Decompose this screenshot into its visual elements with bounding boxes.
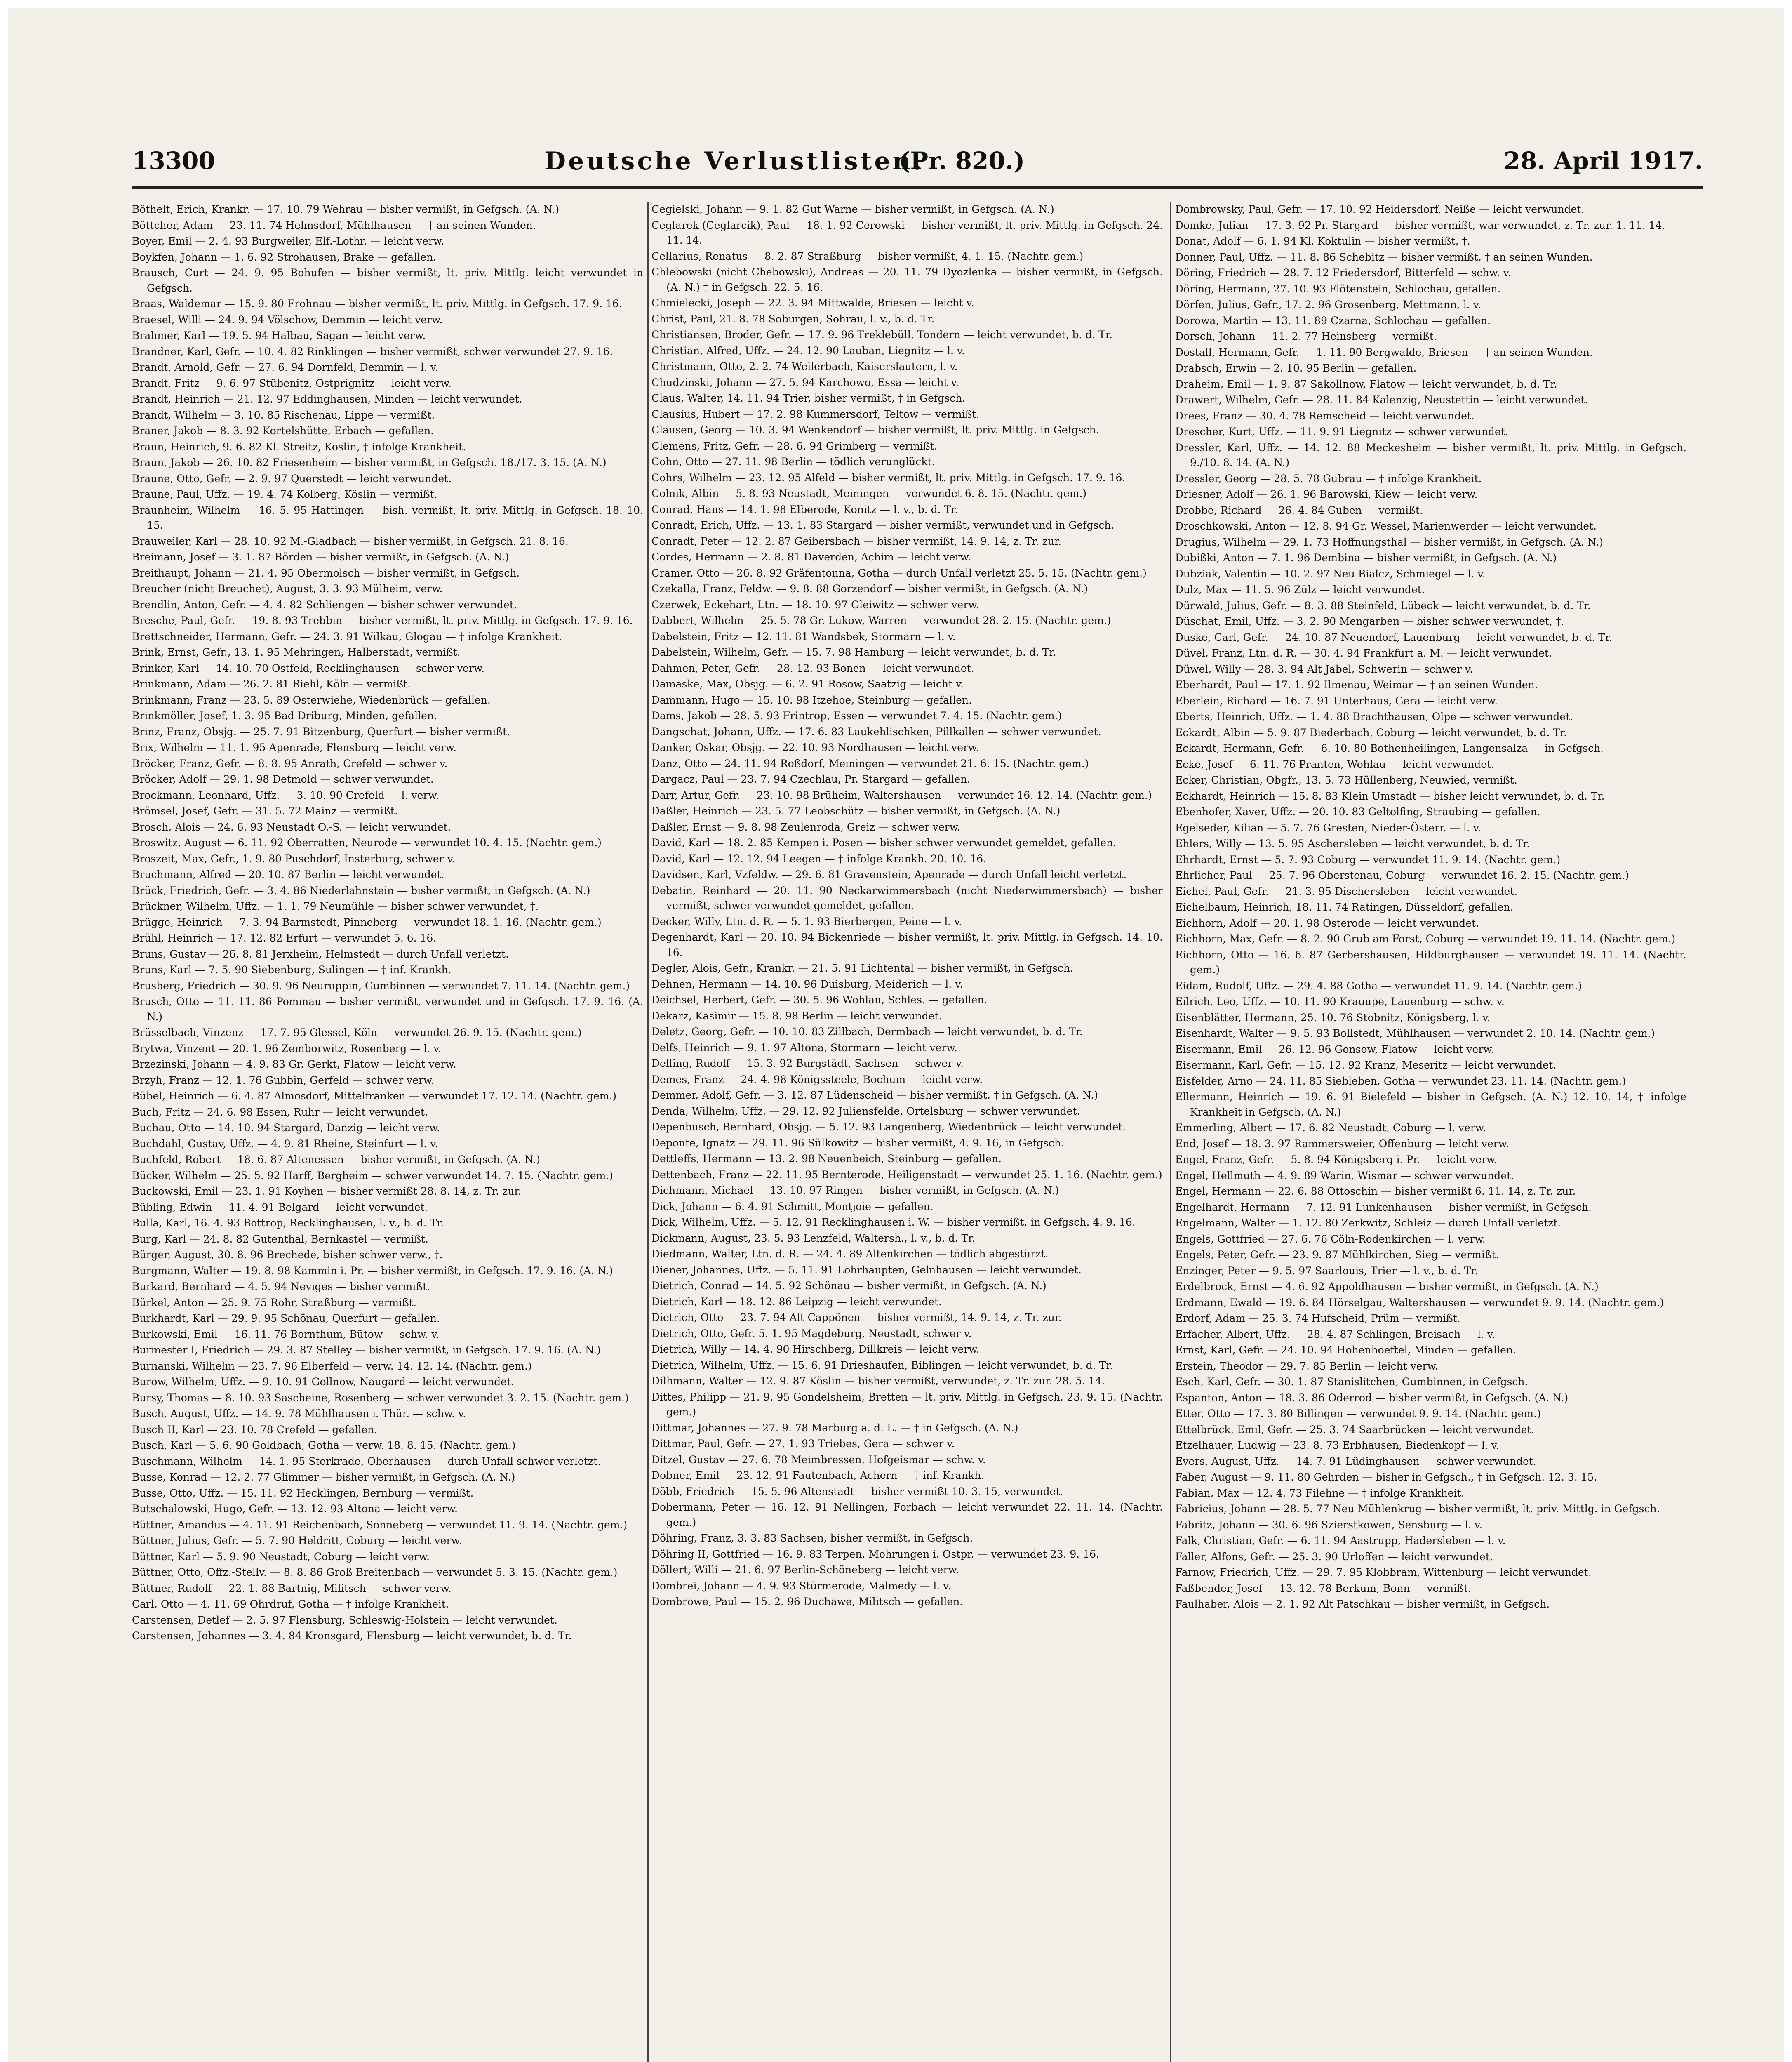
casualty-entry: Degenhardt, Karl — 20. 10. 94 Bickenriede — bisher vermißt, lt. priv. Mittlg. in Gefgsch. 14. 10. 16. — [651, 931, 1163, 958]
casualty-entry: Deponte, Ignatz — 29. 11. 96 Sülkowitz — bisher vermißt, 4. 9. 16, in Gefgsch. — [651, 1137, 1064, 1149]
casualty-entry: Decker, Willy, Ltn. d. R. — 5. 1. 93 Bierbergen, Peine — l. v. — [651, 915, 962, 927]
casualty-entry: Cohrs, Wilhelm — 23. 12. 95 Alfeld — bisher vermißt, lt. priv. Mittlg. in Gefgsch. 17. 9. 16. — [651, 471, 1126, 484]
column-3 — [1175, 202, 1686, 2062]
column-2 — [651, 202, 1163, 2062]
casualty-entry: Buch, Fritz — 24. 6. 98 Essen, Ruhr — leicht verwundet. — [132, 1106, 428, 1118]
casualty-entry: Espanton, Anton — 18. 3. 86 Oderrod — bisher vermißt, in Gefgsch. (A. N.) — [1175, 1391, 1569, 1404]
casualty-entry: Dürwald, Julius, Gefr. — 8. 3. 88 Steinfeld, Lübeck — leicht verwundet, b. d. Tr. — [1175, 599, 1591, 612]
casualty-entry: Döring, Hermann, 27. 10. 93 Flötenstein, Schlochau, gefallen. — [1175, 282, 1501, 295]
casualty-entry: Ceglarek (Ceglarcik), Paul — 18. 1. 92 Cerowski — bisher vermißt, lt. priv. Mittlg. in Gefgsch. 24. 11. 14. — [651, 219, 1163, 246]
casualty-entry: Brandt, Fritz — 9. 6. 97 Stübenitz, Ostprignitz — leicht verw. — [132, 377, 452, 389]
casualty-entry: Brüsselbach, Vinzenz — 17. 7. 95 Glessel, Köln — verwundet 26. 9. 15. (Nachtr. gem.) — [132, 1026, 582, 1038]
casualty-entry: End, Josef — 18. 3. 97 Rammersweier, Offenburg — leicht verw. — [1175, 1137, 1509, 1150]
casualty-entry: Döhring II, Gottfried — 16. 9. 83 Terpen, Mohrungen i. Ostpr. — verwundet 23. 9. 16. — [651, 1548, 1099, 1560]
casualty-entry: Carstensen, Johannes — 3. 4. 84 Kronsgard, Flensburg — leicht verwundet, b. d. Tr. — [132, 1630, 572, 1642]
casualty-entry: David, Karl — 12. 12. 94 Leegen — † infolge Krankh. 20. 10. 16. — [651, 852, 987, 865]
casualty-entry: Brinkmöller, Josef, 1. 3. 95 Bad Driburg, Minden, gefallen. — [132, 710, 437, 722]
casualty-entry: Driesner, Adolf — 26. 1. 96 Barowski, Kiew — leicht verw. — [1175, 488, 1478, 500]
casualty-entry: Busch, Karl — 5. 6. 90 Goldbach, Gotha — verw. 18. 8. 15. (Nachtr. gem.) — [132, 1439, 516, 1451]
casualty-entry: Ditzel, Gustav — 27. 6. 78 Meimbressen, Hofgeismar — schw. v. — [651, 1453, 986, 1466]
casualty-entry: Bübling, Edwin — 11. 4. 91 Belgard — leicht verwundet. — [132, 1201, 428, 1213]
casualty-entry: Boykfen, Johann — 1. 6. 92 Strohausen, Brake — gefallen. — [132, 251, 437, 263]
casualty-entry: Dettenbach, Franz — 22. 11. 95 Bernterode, Heiligenstadt — verwundet 25. 1. 16. (Nachtr. gem.) — [651, 1168, 1162, 1181]
casualty-entry: Dittes, Philipp — 21. 9. 95 Gondelsheim, Bretten — lt. priv. Mittlg. in Gefgsch. 23. 9. 15. (Nachtr. gem.) — [651, 1391, 1163, 1418]
casualty-entry: Clemens, Fritz, Gefr. — 28. 6. 94 Grimberg — vermißt. — [651, 440, 938, 452]
casualty-entry: Erdmann, Ewald — 19. 6. 84 Hörselgau, Waltershausen — verwundet 9. 9. 14. (Nachtr. gem.) — [1175, 1296, 1664, 1309]
casualty-entry: Deichsel, Herbert, Gefr. — 30. 5. 96 Wohlau, Schles. — gefallen. — [651, 994, 988, 1006]
casualty-entry: Carl, Otto — 4. 11. 69 Ohrdruf, Gotha — † infolge Krankheit. — [132, 1598, 449, 1610]
casualty-entry: Dressler, Georg — 28. 5. 78 Gubrau — † infolge Krankheit. — [1175, 472, 1482, 485]
casualty-entry: Ehrhardt, Ernst — 5. 7. 93 Coburg — verwundet 11. 9. 14. (Nachtr. gem.) — [1175, 853, 1561, 866]
casualty-entry: Ellermann, Heinrich — 19. 6. 91 Bielefeld — bisher in Gefgsch. (A. N.) 12. 10. 14, † infolge Krankheit in Gefgsch. (A. N.) — [1175, 1091, 1686, 1118]
casualty-entry: Brusberg, Friedrich — 30. 9. 96 Neuruppin, Gumbinnen — verwundet 7. 11. 14. (Nachtr. gem.) — [132, 979, 630, 992]
casualty-entry: Döllert, Willi — 21. 6. 97 Berlin-Schöneberg — leicht verw. — [651, 1564, 959, 1576]
newspaper-page — [8, 8, 1784, 2062]
casualty-entry: Dombrei, Johann — 4. 9. 93 Stürmerode, Malmedy — l. v. — [651, 1579, 951, 1592]
casualty-entry: Bürkel, Anton — 25. 9. 75 Rohr, Straßburg — vermißt. — [132, 1296, 416, 1309]
casualty-entry: Domke, Julian — 17. 3. 92 Pr. Stargard — bisher vermißt, war verwundet, z. Tr. zur. 1. 11. 14. — [1175, 219, 1665, 231]
casualty-entry: Conradt, Erich, Uffz. — 13. 1. 83 Stargard — bisher vermißt, verwundet und in Gefgsch. — [651, 519, 1115, 531]
casualty-entry: Burow, Wilhelm, Uffz. — 9. 10. 91 Gollnow, Naugard — leicht verwundet. — [132, 1376, 514, 1388]
casualty-entry: Dehnen, Hermann — 14. 10. 96 Duisburg, Meiderich — l. v. — [651, 978, 963, 990]
casualty-entry: Dittmar, Johannes — 27. 9. 78 Marburg a. d. L. — † in Gefgsch. (A. N.) — [651, 1422, 1018, 1434]
column-divider — [1170, 202, 1171, 2062]
casualty-entry: Brinz, Franz, Obsjg. — 25. 7. 91 Bitzenburg, Querfurt — bisher vermißt. — [132, 725, 510, 738]
casualty-entry: Engels, Peter, Gefr. — 23. 9. 87 Mühlkirchen, Sieg — vermißt. — [1175, 1249, 1499, 1261]
casualty-entry: Dettleffs, Hermann — 13. 2. 98 Neuenbeich, Steinburg — gefallen. — [651, 1153, 1002, 1165]
casualty-entry: Brinkmann, Franz — 23. 5. 89 Osterwiehe, Wiedenbrück — gefallen. — [132, 694, 491, 706]
casualty-entry: Bursy, Thomas — 8. 10. 93 Sascheine, Rosenberg — schwer verwundet 3. 2. 15. (Nachtr. gem.) — [132, 1391, 629, 1404]
casualty-entry: Dostall, Hermann, Gefr. — 1. 11. 90 Bergwalde, Briesen — † an seinen Wunden. — [1175, 346, 1593, 358]
casualty-entry: Debatin, Reinhard — 20. 11. 90 Neckarwimmersbach (nicht Niederwimmersbach) — bisher vermißt, schwer verwundet gemeldet, gefallen. — [651, 884, 1163, 911]
casualty-entry: Conradt, Peter — 12. 2. 87 Geibersbach — bisher vermißt, 14. 9. 14, z. Tr. zur. — [651, 535, 1062, 547]
casualty-entry: Eisfelder, Arno — 24. 11. 85 Siebleben, Gotha — verwundet 23. 11. 14. (Nachtr. gem.) — [1175, 1075, 1626, 1087]
casualty-entry: Burmester I, Friedrich — 29. 3. 87 Stelley — bisher vermißt, in Gefgsch. 17. 9. 16. (A. N.) — [132, 1344, 601, 1356]
casualty-entry: David, Karl — 18. 2. 85 Kempen i. Posen — bisher schwer verwundet gemeldet, gefallen. — [651, 837, 1117, 849]
casualty-entry: Clausius, Hubert — 17. 2. 98 Kummersdorf, Teltow — vermißt. — [651, 408, 980, 420]
casualty-entry: Buchau, Otto — 14. 10. 94 Stargard, Danzig — leicht verw. — [132, 1122, 440, 1134]
casualty-entry: Donat, Adolf — 6. 1. 94 Kl. Koktulin — bisher vermißt, †. — [1175, 235, 1470, 247]
casualty-entry: Dargacz, Paul — 23. 7. 94 Czechlau, Pr. Stargard — gefallen. — [651, 773, 971, 785]
casualty-entry: Darr, Artur, Gefr. — 23. 10. 98 Brüheim, Waltershausen — verwundet 16. 12. 14. (Nachtr. gem.) — [651, 789, 1152, 801]
page-header — [132, 147, 1703, 180]
casualty-entry: Christmann, Otto, 2. 2. 74 Weilerbach, Kaiserslautern, l. v. — [651, 360, 958, 372]
casualty-entry: Diener, Johannes, Uffz. — 5. 11. 91 Lohrhaupten, Gelnhausen — leicht verwundet. — [651, 1264, 1082, 1276]
casualty-entry: Büttner, Amandus — 4. 11. 91 Reichenbach, Sonneberg — verwundet 11. 9. 14. (Nachtr. gem.) — [132, 1518, 628, 1531]
casualty-entry: Eckardt, Albin — 5. 9. 87 Biederbach, Coburg — leicht verwundet, b. d. Tr. — [1175, 726, 1567, 739]
casualty-entry: Döhring, Franz, 3. 3. 83 Sachsen, bisher vermißt, in Gefgsch. — [651, 1532, 973, 1544]
casualty-entry: Ettelbrück, Emil, Gefr. — 25. 3. 74 Saarbrücken — leicht verwundet. — [1175, 1423, 1535, 1436]
casualty-entry: Cramer, Otto — 26. 8. 92 Gräfentonna, Gotha — durch Unfall verletzt 25. 5. 15. (Nachtr. gem.) — [651, 567, 1147, 579]
casualty-entry: Degler, Alois, Gefr., Krankr. — 21. 5. 91 Lichtental — bisher vermißt, in Gefgsch. — [651, 962, 1073, 974]
casualty-entry: Draheim, Emil — 1. 9. 87 Sakollnow, Flatow — leicht verwundet, b. d. Tr. — [1175, 378, 1557, 390]
casualty-entry: Ecker, Christian, Obgfr., 13. 5. 73 Hüllenberg, Neuwied, vermißt. — [1175, 774, 1517, 786]
casualty-entry: Bruns, Karl — 7. 5. 90 Siebenburg, Sulingen — † inf. Krankh. — [132, 964, 452, 976]
casualty-entry: Dammann, Hugo — 15. 10. 98 Itzehoe, Steinburg — gefallen. — [651, 694, 972, 706]
casualty-entry: Brzezinski, Johann — 4. 9. 83 Gr. Gerkt, Flatow — leicht verw. — [132, 1058, 456, 1070]
casualty-entry: Dekarz, Kasimir — 15. 8. 98 Berlin — leicht verwundet. — [651, 1010, 942, 1022]
casualty-entry: Bürger, August, 30. 8. 96 Brechede, bisher schwer verw., †. — [132, 1249, 443, 1261]
casualty-entry: Diedmann, Walter, Ltn. d. R. — 24. 4. 89 Altenkirchen — tödlich abgestürzt. — [651, 1248, 1049, 1260]
casualty-entry: Brömsel, Josef, Gefr. — 31. 5. 72 Mainz — vermißt. — [132, 805, 398, 817]
casualty-entry: Daßler, Heinrich — 23. 5. 77 Leobschütz — bisher vermißt, in Gefgsch. (A. N.) — [651, 805, 1061, 817]
casualty-entry: Ecke, Josef — 6. 11. 76 Pranten, Wohlau — leicht verwundet. — [1175, 758, 1494, 770]
issue-number: (Pr. 820.) — [899, 147, 1025, 175]
casualty-entry: Dick, Wilhelm, Uffz. — 5. 12. 91 Recklinghausen i. W. — bisher vermißt, in Gefgsch. 4. 9. 16. — [651, 1216, 1136, 1228]
casualty-entry: Faßbender, Josef — 13. 12. 78 Berkum, Bonn — vermißt. — [1175, 1582, 1471, 1594]
casualty-entry: Etzelhauer, Ludwig — 23. 8. 73 Erbhausen, Biedenkopf — l. v. — [1175, 1439, 1499, 1451]
casualty-entry: Drugius, Wilhelm — 29. 1. 73 Hoffnungsthal — bisher vermißt, in Gefgsch. (A. N.) — [1175, 536, 1604, 548]
casualty-entry: Dick, Johann — 6. 4. 91 Schmitt, Montjoie — gefallen. — [651, 1200, 934, 1212]
casualty-entry: Drobbe, Richard — 26. 4. 84 Guben — vermißt. — [1175, 504, 1423, 516]
casualty-entry: Drawert, Wilhelm, Gefr. — 28. 11. 84 Kalenzig, Neustettin — leicht verwundet. — [1175, 394, 1588, 406]
casualty-entry: Christian, Alfred, Uffz. — 24. 12. 90 Lauban, Liegnitz — l. v. — [651, 344, 965, 357]
casualty-entry: Dulz, Max — 11. 5. 96 Zülz — leicht verwundet. — [1175, 584, 1425, 596]
casualty-entry: Dangschat, Johann, Uffz. — 17. 6. 83 Laukehlischken, Pillkallen — schwer verwundet. — [651, 725, 1101, 738]
casualty-entry: Dickmann, August, 23. 5. 93 Lenzfeld, Waltersh., l. v., b. d. Tr. — [651, 1232, 976, 1244]
casualty-entry: Eichhorn, Adolf — 20. 1. 98 Osterode — leicht verwundet. — [1175, 917, 1479, 929]
casualty-entry: Christ, Paul, 21. 8. 78 Soburgen, Sohrau, l. v., b. d. Tr. — [651, 313, 935, 325]
issue-date: 28. April 1917. — [1503, 147, 1703, 175]
casualty-entry: Danker, Oskar, Obsjg. — 22. 10. 93 Nordhausen — leicht verw. — [651, 741, 979, 753]
casualty-entry: Burkard, Bernhard — 4. 5. 94 Neviges — bisher vermißt. — [132, 1281, 430, 1292]
casualty-entry: Eidam, Rudolf, Uffz. — 29. 4. 88 Gotha — verwundet 11. 9. 14. (Nachtr. gem.) — [1175, 979, 1582, 992]
casualty-entry: Christiansen, Broder, Gefr. — 17. 9. 96 Treklebüll, Tondern — leicht verwundet, b. d. Tr. — [651, 329, 1112, 341]
casualty-entry: Braun, Jakob — 26. 10. 82 Friesenheim — bisher vermißt, in Gefgsch. 18./17. 3. 15. (A. N.) — [132, 457, 607, 468]
casualty-entry: Dorsch, Johann — 11. 2. 77 Heinsberg — vermißt. — [1175, 330, 1437, 342]
casualty-entry: Dabelstein, Wilhelm, Gefr. — 15. 7. 98 Hamburg — leicht verwundet, b. d. Tr. — [651, 646, 1056, 658]
casualty-entry: Dombrowe, Paul — 15. 2. 96 Duchawe, Militsch — gefallen. — [651, 1596, 963, 1608]
casualty-entry: Bücker, Wilhelm — 25. 5. 92 Harff, Bergheim — schwer verwundet 14. 7. 15. (Nachtr. gem.) — [132, 1169, 614, 1182]
casualty-entry: Faulhaber, Alois — 2. 1. 92 Alt Patschkau — bisher vermißt, in Gefgsch. — [1175, 1598, 1550, 1610]
casualty-entry: Dorowa, Martin — 13. 11. 89 Czarna, Schlochau — gefallen. — [1175, 314, 1491, 327]
casualty-entry: Busch, August, Uffz. — 14. 9. 78 Mühlhausen i. Thür. — schw. v. — [132, 1408, 466, 1419]
casualty-entry: Düvel, Franz, Ltn. d. R. — 30. 4. 94 Frankfurt a. M. — leicht verwundet. — [1175, 647, 1552, 659]
casualty-entry: Dittmar, Paul, Gefr. — 27. 1. 93 Triebes, Gera — schwer v. — [651, 1438, 955, 1450]
casualty-entry: Bruchmann, Alfred — 20. 10. 87 Berlin — leicht verwundet. — [132, 869, 444, 880]
casualty-entry: Donner, Paul, Uffz. — 11. 8. 86 Schebitz — bisher vermißt, † an seinen Wunden. — [1175, 251, 1593, 263]
casualty-entry: Drabsch, Erwin — 2. 10. 95 Berlin — gefallen. — [1175, 362, 1417, 374]
casualty-entry: Brandt, Heinrich — 21. 12. 97 Eddinghausen, Minden — leicht verwundet. — [132, 393, 522, 405]
casualty-entry: Brück, Friedrich, Gefr. — 3. 4. 86 Niederlahnstein — bisher vermißt, in Gefgsch. (A. N.) — [132, 884, 590, 897]
casualty-entry: Brandner, Karl, Gefr. — 10. 4. 82 Rinklingen — bisher vermißt, schwer verwundet 27. 9. 16. — [132, 345, 613, 358]
casualty-entry: Duske, Carl, Gefr. — 24. 10. 87 Neuendorf, Lauenburg — leicht verwundet, b. d. Tr. — [1175, 631, 1613, 643]
casualty-entry: Claus, Walter, 14. 11. 94 Trier, bisher vermißt, † in Gefgsch. — [651, 392, 966, 404]
casualty-entry: Brinker, Karl — 14. 10. 70 Ostfeld, Recklinghausen — schwer verw. — [132, 662, 485, 674]
casualty-entry: Bruns, Gustav — 26. 8. 81 Jerxheim, Helmstedt — durch Unfall verletzt. — [132, 948, 509, 960]
casualty-entry: Buckowski, Emil — 23. 1. 91 Koyhen — bisher vermißt 28. 8. 14, z. Tr. zur. — [132, 1185, 522, 1197]
casualty-entry: Broszeit, Max, Gefr., 1. 9. 80 Puschdorf, Insterburg, schwer v. — [132, 852, 455, 865]
casualty-entry: Büttner, Rudolf — 22. 1. 88 Bartnig, Militsch — schwer verw. — [132, 1582, 452, 1594]
casualty-entry: Eberhardt, Paul — 17. 1. 92 Ilmenau, Weimar — † an seinen Wunden. — [1175, 679, 1538, 691]
casualty-entry: Drescher, Kurt, Uffz. — 11. 9. 91 Liegnitz — schwer verwundet. — [1175, 426, 1508, 438]
casualty-entry: Braas, Waldemar — 15. 9. 80 Frohnau — bisher vermißt, lt. priv. Mittlg. in Gefgsch. 17. 9. 16. — [132, 298, 622, 310]
casualty-entry: Brink, Ernst, Gefr., 13. 1. 95 Mehringen, Halberstadt, vermißt. — [132, 646, 461, 658]
casualty-entry: Dahmen, Peter, Gefr. — 28. 12. 93 Bonen — leicht verwundet. — [651, 662, 974, 674]
casualty-entry: Buchfeld, Robert — 18. 6. 87 Altenessen — bisher vermißt, in Gefgsch. (A. N.) — [132, 1153, 540, 1165]
casualty-entry: Chmielecki, Joseph — 22. 3. 94 Mittwalde, Briesen — leicht v. — [651, 297, 974, 309]
casualty-entry: Braune, Paul, Uffz. — 19. 4. 74 Kolberg, Köslin — vermißt. — [132, 488, 437, 500]
casualty-entry: Faber, August — 9. 11. 80 Gehrden — bisher in Gefgsch., † in Gefgsch. 12. 3. 15. — [1175, 1471, 1597, 1483]
casualty-entry: Busse, Konrad — 12. 2. 77 Glimmer — bisher vermißt, in Gefgsch. (A. N.) — [132, 1471, 515, 1483]
casualty-entry: Czekalla, Franz, Feldw. — 9. 8. 88 Gorzendorf — bisher vermißt, in Gefgsch. (A. N.) — [651, 583, 1088, 595]
casualty-entry: Brausch, Curt — 24. 9. 95 Bohufen — bisher vermißt, lt. priv. Mittlg. leicht verwundet in Gefgsch. — [132, 267, 643, 294]
casualty-entry: Brühl, Heinrich — 17. 12. 82 Erfurt — verwundet 5. 6. 16. — [132, 932, 437, 944]
casualty-entry: Dietrich, Otto — 23. 7. 94 Alt Cappönen — bisher vermißt, 14. 9. 14, z. Tr. zur. — [651, 1311, 1062, 1323]
casualty-entry: Brendlin, Anton, Gefr. — 4. 4. 82 Schliengen — bisher schwer verwundet. — [132, 598, 517, 611]
casualty-entry: Brettschneider, Hermann, Gefr. — 24. 3. 91 Wilkau, Glogau — † infolge Krankheit. — [132, 630, 562, 643]
casualty-entry: Eckhardt, Heinrich — 15. 8. 83 Klein Umstadt — bisher leicht verwundet, b. d. Tr. — [1175, 790, 1605, 802]
casualty-entry: Damaske, Max, Obsjg. — 6. 2. 91 Rosow, Saatzig — leicht v. — [651, 678, 964, 690]
casualty-entry: Brahmer, Karl — 19. 5. 94 Halbau, Sagan — leicht verw. — [132, 330, 426, 341]
casualty-entry: Cordes, Hermann — 2. 8. 81 Daverden, Achim — leicht verw. — [651, 551, 971, 563]
casualty-entry: Brügge, Heinrich — 7. 3. 94 Barmstedt, Pinneberg — verwundet 18. 1. 16. (Nachtr. gem.) — [132, 916, 602, 928]
casualty-entry: Eichel, Paul, Gefr. — 21. 3. 95 Dischersleben — leicht verwundet. — [1175, 885, 1518, 897]
casualty-entry: Broswitz, August — 6. 11. 92 Oberratten, Neurode — verwundet 10. 4. 15. (Nachtr. gem.) — [132, 837, 602, 849]
casualty-entry: Breucher (nicht Breuchet), August, 3. 3. 93 Mülheim, verw. — [132, 583, 443, 595]
casualty-entry: Evers, August, Uffz. — 14. 7. 91 Lüdinghausen — schwer verwundet. — [1175, 1455, 1536, 1467]
casualty-entry: Dietrich, Willy — 14. 4. 90 Hirschberg, Dillkreis — leicht verw. — [651, 1343, 980, 1355]
casualty-entry: Burnanski, Wilhelm — 23. 7. 96 Elberfeld — verw. 14. 12. 14. (Nachtr. gem.) — [132, 1360, 532, 1372]
casualty-entry: Chudzinski, Johann — 27. 5. 94 Karchowo, Essa — leicht v. — [651, 376, 959, 388]
casualty-entry: Colnik, Albin — 5. 8. 93 Neustadt, Meiningen — verwundet 6. 8. 15. (Nachtr. gem.) — [651, 487, 1087, 499]
casualty-entry: Busse, Otto, Uffz. — 15. 11. 92 Hecklingen, Bernburg — vermißt. — [132, 1487, 474, 1499]
casualty-entry: Demes, Franz — 24. 4. 98 Königssteele, Bochum — leicht verw. — [651, 1073, 983, 1085]
casualty-entry: Braesel, Willi — 24. 9. 94 Völschow, Demmin — leicht verw. — [132, 313, 443, 326]
casualty-entry: Buchdahl, Gustav, Uffz. — 4. 9. 81 Rheine, Steinfurt — l. v. — [132, 1137, 438, 1150]
casualty-entry: Böttcher, Adam — 23. 11. 74 Helmsdorf, Mühlhausen — † an seinen Wunden. — [132, 219, 536, 231]
casualty-entry: Daßler, Ernst — 9. 8. 98 Zeulenroda, Greiz — schwer verw. — [651, 821, 960, 833]
casualty-entry: Drees, Franz — 30. 4. 78 Remscheid — leicht verwundet. — [1175, 410, 1475, 422]
casualty-entry: Cohn, Otto — 27. 11. 98 Berlin — tödlich verunglückt. — [651, 456, 935, 468]
casualty-entry: Delfs, Heinrich — 9. 1. 97 Altona, Stormarn — leicht verw. — [651, 1041, 957, 1054]
casualty-entry: Ernst, Karl, Gefr. — 24. 10. 94 Hohenhoeftel, Minden — gefallen. — [1175, 1344, 1516, 1356]
casualty-entry: Ebenhofer, Xaver, Uffz. — 20. 10. 83 Geltolfing, Straubing — gefallen. — [1175, 806, 1540, 818]
casualty-entry: Dörfen, Julius, Gefr., 17. 2. 96 Grosenberg, Mettmann, l. v. — [1175, 299, 1481, 311]
casualty-entry: Brauweiler, Karl — 28. 10. 92 M.-Gladbach — bisher vermißt, in Gefgsch. 21. 8. 16. — [132, 535, 569, 547]
casualty-entry: Fabricius, Johann — 28. 5. 77 Neu Mühlenkrug — bisher vermißt, lt. priv. Mittlg. in Gefgsch. — [1175, 1503, 1660, 1515]
casualty-entry: Büttner, Otto, Offz.-Stellv. — 8. 8. 86 Groß Breitenbach — verwundet 5. 3. 15. (Nachtr. gem.) — [132, 1566, 618, 1578]
casualty-entry: Breithaupt, Johann — 21. 4. 95 Obermolsch — bisher vermißt, in Gefgsch. — [132, 567, 520, 579]
casualty-entry: Engel, Franz, Gefr. — 5. 8. 94 Königsberg i. Pr. — leicht verw. — [1175, 1153, 1498, 1165]
casualty-entry: Brandt, Wilhelm — 3. 10. 85 Rischenau, Lippe — vermißt. — [132, 409, 435, 421]
casualty-entry: Brix, Wilhelm — 11. 1. 95 Apenrade, Flensburg — leicht verw. — [132, 741, 456, 753]
casualty-entry: Brandt, Arnold, Gefr. — 27. 6. 94 Dornfeld, Demmin — l. v. — [132, 361, 438, 373]
casualty-entry: Brinkmann, Adam — 26. 2. 81 Riehl, Köln — vermißt. — [132, 678, 411, 690]
casualty-entry: Eckardt, Hermann, Gefr. — 6. 10. 80 Bothenheilingen, Langensalza — in Gefgsch. — [1175, 742, 1604, 754]
header-rule — [132, 186, 1703, 189]
casualty-entry: Dobner, Emil — 23. 12. 91 Fautenbach, Achern — † inf. Krankh. — [651, 1469, 985, 1481]
page-number: 13300 — [132, 147, 215, 175]
casualty-entry: Böthelt, Erich, Krankr. — 17. 10. 79 Wehrau — bisher vermißt, in Gefgsch. (A. N.) — [132, 203, 560, 215]
casualty-entry: Engel, Hellmuth — 4. 9. 89 Warin, Wismar — schwer verwundet. — [1175, 1169, 1514, 1182]
casualty-entry: Büttner, Julius, Gefr. — 5. 7. 90 Heldritt, Coburg — leicht verw. — [132, 1535, 462, 1546]
casualty-entry: Eichhorn, Max, Gefr. — 8. 2. 90 Grub am Forst, Coburg — verwundet 19. 11. 14. (Nachtr. gem.) — [1175, 933, 1676, 945]
casualty-entry: Burgmann, Walter — 19. 8. 98 Kammin i. Pr. — bisher vermißt, in Gefgsch. 17. 9. 16. (A. N.) — [132, 1264, 613, 1277]
column-divider — [647, 202, 649, 2062]
casualty-entry: Boyer, Emil — 2. 4. 93 Burgweiler, Elf.-Lothr. — leicht verw. — [132, 235, 444, 247]
casualty-entry: Döring, Friedrich — 28. 7. 12 Friedersdorf, Bitterfeld — schw. v. — [1175, 267, 1511, 279]
casualty-entry: Conrad, Hans — 14. 1. 98 Elberode, Konitz — l. v., b. d. Tr. — [651, 503, 958, 516]
casualty-entry: Depenbusch, Bernhard, Obsjg. — 5. 12. 93 Langenberg, Wiedenbrück — leicht verwundet. — [651, 1121, 1126, 1133]
casualty-entry: Dams, Jakob — 28. 5. 93 Frintrop, Essen — verwundet 7. 4. 15. (Nachtr. gem.) — [651, 710, 1062, 722]
casualty-entry: Bresche, Paul, Gefr. — 19. 8. 93 Trebbin — bisher vermißt, lt. priv. Mittlg. in Gefgsch. 17. 9. 16. — [132, 614, 633, 626]
casualty-entry: Ehrlicher, Paul — 25. 7. 96 Oberstenau, Coburg — verwundet 16. 2. 15. (Nachtr. gem.) — [1175, 869, 1629, 881]
casualty-entry: Dobermann, Peter — 16. 12. 91 Nellingen, Forbach — leicht verwundet 22. 11. 14. (Nachtr. gem.) — [651, 1501, 1163, 1528]
casualty-entry: Egelseder, Kilian — 5. 7. 76 Gresten, Nieder-Österr. — l. v. — [1175, 822, 1481, 834]
casualty-entry: Engels, Gottfried — 27. 6. 76 Cöln-Rodenkirchen — l. verw. — [1175, 1233, 1486, 1245]
casualty-entry: Dubziak, Valentin — 10. 2. 97 Neu Bialcz, Schmiegel — l. v. — [1175, 567, 1486, 580]
casualty-entry: Eichelbaum, Heinrich, 18. 11. 74 Ratingen, Düsseldorf, gefallen. — [1175, 901, 1514, 913]
casualty-entry: Dubißki, Anton — 7. 1. 96 Dembina — bisher vermißt, in Gefgsch. (A. N.) — [1175, 552, 1557, 564]
casualty-entry: Fabian, Max — 12. 4. 73 Filehne — † infolge Krankheit. — [1175, 1487, 1465, 1499]
casualty-entry: Eberts, Heinrich, Uffz. — 1. 4. 88 Brachthausen, Olpe — schwer verwundet. — [1175, 711, 1573, 723]
casualty-entry: Ehlers, Willy — 13. 5. 95 Aschersleben — leicht verwundet, b. d. Tr. — [1175, 838, 1530, 850]
casualty-entry: Deletz, Georg, Gefr. — 10. 10. 83 Zillbach, Dermbach — leicht verwundet, b. d. Tr. — [651, 1026, 1083, 1038]
casualty-entry: Davidsen, Karl, Vzfeldw. — 29. 6. 81 Gravenstein, Apenrade — durch Unfall leicht verletzt. — [651, 869, 1127, 880]
casualty-entry: Emmerling, Albert — 17. 6. 82 Neustadt, Coburg — l. verw. — [1175, 1122, 1486, 1134]
casualty-entry: Bröcker, Adolf — 29. 1. 98 Detmold — schwer verwundet. — [132, 773, 434, 785]
casualty-entry: Braune, Otto, Gefr. — 2. 9. 97 Querstedt — leicht verwundet. — [132, 472, 452, 485]
casualty-entry: Engelmann, Walter — 1. 12. 80 Zerkwitz, Schleiz — durch Unfall verletzt. — [1175, 1217, 1561, 1229]
casualty-entry: Eberlein, Richard — 16. 7. 91 Unterhaus, Gera — leicht verw. — [1175, 694, 1498, 707]
casualty-entry: Breimann, Josef — 3. 1. 87 Börden — bisher vermißt, in Gefgsch. (A. N.) — [132, 551, 509, 563]
casualty-entry: Droschkowski, Anton — 12. 8. 94 Gr. Wessel, Marienwerder — leicht verwundet. — [1175, 520, 1597, 532]
publication-title: Deutsche Verlustlisten. — [544, 147, 924, 176]
casualty-entry: Büttner, Karl — 5. 9. 90 Neustadt, Coburg — leicht verw. — [132, 1550, 430, 1563]
casualty-entry: Brückner, Wilhelm, Uffz. — 1. 1. 79 Neumühle — bisher schwer verwundet, †. — [132, 900, 539, 912]
casualty-entry: Esch, Karl, Gefr. — 30. 1. 87 Stanislitchen, Gumbinnen, in Gefgsch. — [1175, 1376, 1528, 1388]
casualty-entry: Busch II, Karl — 23. 10. 78 Crefeld — gefallen. — [132, 1423, 378, 1436]
casualty-entry: Braner, Jakob — 8. 3. 92 Kortelshütte, Erbach — gefallen. — [132, 425, 434, 437]
casualty-entry: Erfacher, Albert, Uffz. — 28. 4. 87 Schlingen, Breisach — l. v. — [1175, 1328, 1496, 1340]
casualty-entry: Dichmann, Michael — 13. 10. 97 Ringen — bisher vermißt, in Gefgsch. (A. N.) — [651, 1184, 1059, 1196]
casualty-entry: Etter, Otto — 17. 3. 80 Billingen — verwundet 9. 9. 14. (Nachtr. gem.) — [1175, 1408, 1541, 1419]
casualty-entry: Dilhmann, Walter — 12. 9. 87 Köslin — bisher vermißt, verwundet, z. Tr. zur. 28. 5. 14. — [651, 1375, 1105, 1387]
casualty-entry: Denda, Wilhelm, Uffz. — 29. 12. 92 Juliensfelde, Ortelsburg — schwer verwundet. — [651, 1105, 1080, 1117]
casualty-entry: Bröcker, Franz, Gefr. — 8. 8. 95 Anrath, Crefeld — schwer v. — [132, 757, 448, 770]
casualty-entry: Enzinger, Peter — 9. 5. 97 Saarlouis, Trier — l. v., b. d. Tr. — [1175, 1264, 1478, 1277]
casualty-entry: Braunheim, Wilhelm — 16. 5. 95 Hattingen — bish. vermißt, lt. priv. Mittlg. in Gefgsch. 18. 10. 15. — [132, 504, 643, 531]
casualty-entry: Butschalowski, Hugo, Gefr. — 13. 12. 93 Altona — leicht verw. — [132, 1503, 458, 1515]
casualty-entry: Brosch, Alois — 24. 6. 93 Neustadt O.-S. — leicht verwundet. — [132, 821, 451, 833]
casualty-entry: Carstensen, Detlef — 2. 5. 97 Flensburg, Schleswig-Holstein — leicht verwundet. — [132, 1614, 557, 1626]
casualty-entry: Farnow, Friedrich, Uffz. — 29. 7. 95 Klobbram, Wittenburg — leicht verwundet. — [1175, 1566, 1592, 1578]
casualty-entry: Burg, Karl — 24. 8. 82 Gutenthal, Bernkastel — vermißt. — [132, 1233, 429, 1245]
casualty-entry: Eisermann, Emil — 26. 12. 96 Gonsow, Flatow — leicht verw. — [1175, 1043, 1494, 1055]
casualty-entry: Falk, Christian, Gefr. — 6. 11. 94 Aastrupp, Hadersleben — l. v. — [1175, 1535, 1506, 1546]
casualty-entry: Dabbert, Wilhelm — 25. 5. 78 Gr. Lukow, Warren — verwundet 28. 2. 15. (Nachtr. gem.) — [651, 614, 1111, 626]
casualty-entry: Chlebowski (nicht Chebowski), Andreas — 20. 11. 79 Dyozlenka — bisher vermißt, in Gefgsch. (A. N.) † in Gefgsch. 22. 5. 16. — [651, 266, 1163, 293]
casualty-entry: Braun, Heinrich, 9. 6. 82 Kl. Streitz, Köslin, † infolge Krankheit. — [132, 440, 466, 453]
casualty-entry: Eisermann, Karl, Gefr. — 15. 12. 92 Kranz, Meseritz — leicht verwundet. — [1175, 1059, 1557, 1071]
casualty-entry: Düschat, Emil, Uffz. — 3. 2. 90 Mengarben — bisher schwer verwundet, †. — [1175, 615, 1564, 627]
casualty-entry: Czerwek, Eckehart, Ltn. — 18. 10. 97 Gleiwitz — schwer verw. — [651, 598, 979, 611]
casualty-entry: Demmer, Adolf, Gefr. — 3. 12. 87 Lüdenscheid — bisher vermißt, † in Gefgsch. (A. N.) — [651, 1089, 1098, 1101]
casualty-entry: Cegielski, Johann — 9. 1. 82 Gut Warne — bisher vermißt, in Gefgsch. (A. N.) — [651, 203, 1054, 215]
casualty-entry: Dietrich, Wilhelm, Uffz. — 15. 6. 91 Drieshaufen, Biblingen — leicht verwundet, b. d. Tr. — [651, 1359, 1113, 1371]
casualty-entry: Danz, Otto — 24. 11. 94 Roßdorf, Meiningen — verwundet 21. 6. 15. (Nachtr. gem.) — [651, 757, 1089, 770]
casualty-entry: Bübel, Heinrich — 6. 4. 87 Almosdorf, Mittelfranken — verwundet 17. 12. 14. (Nachtr. gem.) — [132, 1090, 617, 1102]
casualty-entry: Düwel, Willy — 28. 3. 94 Alt Jabel, Schwerin — schwer v. — [1175, 663, 1473, 675]
casualty-entry: Dabelstein, Fritz — 12. 11. 81 Wandsbek, Stormarn — l. v. — [651, 630, 956, 643]
casualty-entry: Cellarius, Renatus — 8. 2. 87 Straßburg — bisher vermißt, 4. 1. 15. (Nachtr. gem.) — [651, 250, 1084, 262]
casualty-entry: Dietrich, Otto, Gefr. 5. 1. 95 Magdeburg, Neustadt, schwer v. — [651, 1327, 972, 1339]
casualty-entry: Brusch, Otto — 11. 11. 86 Pommau — bisher vermißt, verwundet und in Gefgsch. 17. 9. 16. (A. N.) — [132, 996, 643, 1023]
casualty-entry: Erdelbrock, Ernst — 4. 6. 92 Appoldhausen — bisher vermißt, in Gefgsch. (A. N.) — [1175, 1281, 1599, 1292]
casualty-entry: Engelhardt, Hermann — 7. 12. 91 Lunkenhausen — bisher vermißt, in Gefgsch. — [1175, 1201, 1592, 1213]
casualty-entry: Bulla, Karl, 16. 4. 93 Bottrop, Recklinghausen, l. v., b. d. Tr. — [132, 1217, 444, 1229]
casualty-entry: Eilrich, Leo, Uffz. — 10. 11. 90 Krauupe, Lauenburg — schw. v. — [1175, 996, 1505, 1007]
casualty-entry: Buschmann, Wilhelm — 14. 1. 95 Sterkrade, Oberhausen — durch Unfall schwer verletzt. — [132, 1455, 601, 1467]
casualty-entry: Eichhorn, Otto — 16. 6. 87 Gerbershausen, Hildburghausen — verwundet 19. 11. 14. (Nachtr. gem.) — [1175, 949, 1686, 976]
casualty-entry: Eisenblätter, Hermann, 25. 10. 76 Stobnitz, Königsberg, l. v. — [1175, 1011, 1491, 1024]
casualty-entry: Burkhardt, Karl — 29. 9. 95 Schönau, Querfurt — gefallen. — [132, 1312, 440, 1324]
column-1 — [132, 202, 643, 2062]
casualty-entry: Clausen, Georg — 10. 3. 94 Wenkendorf — bisher vermißt, lt. priv. Mittlg. in Gefgsch. — [651, 424, 1099, 436]
casualty-entry: Eisenhardt, Walter — 9. 5. 93 Bollstedt, Mühlhausen — verwundet 2. 10. 14. (Nachtr. gem.) — [1175, 1027, 1655, 1039]
casualty-entry: Brytwa, Vinzent — 20. 1. 96 Zemborwitz, Rosenberg — l. v. — [132, 1042, 442, 1055]
casualty-entry: Erstein, Theodor — 29. 7. 85 Berlin — leicht verw. — [1175, 1360, 1438, 1372]
casualty-entry: Erdorf, Adam — 25. 3. 74 Hufscheid, Prüm — vermißt. — [1175, 1312, 1460, 1324]
casualty-entry: Engel, Hermann — 22. 6. 88 Ottoschin — bisher vermißt 6. 11. 14, z. Tr. zur. — [1175, 1185, 1576, 1197]
casualty-entry: Dressler, Karl, Uffz. — 14. 12. 88 Meckesheim — bisher vermißt, lt. priv. Mittlg. in Gefgsch. 9./10. 8. 14. (A. N.) — [1175, 441, 1686, 468]
casualty-entry: Dietrich, Conrad — 14. 5. 92 Schönau — bisher vermißt, in Gefgsch. (A. N.) — [651, 1280, 1047, 1292]
casualty-entry: Brockmann, Leonhard, Uffz. — 3. 10. 90 Crefeld — l. verw. — [132, 789, 439, 801]
casualty-entry: Dietrich, Karl — 18. 12. 86 Leipzig — leicht verwundet. — [651, 1295, 942, 1308]
casualty-entry: Faller, Alfons, Gefr. — 25. 3. 90 Urloffen — leicht verwundet. — [1175, 1550, 1493, 1563]
casualty-entry: Döbb, Friedrich — 15. 5. 96 Altenstadt — bisher vermißt 10. 3. 15, verwundet. — [651, 1485, 1063, 1497]
casualty-entry: Brzyh, Franz — 12. 1. 76 Gubbin, Gerfeld — schwer verw. — [132, 1074, 435, 1086]
casualty-entry: Dombrowsky, Paul, Gefr. — 17. 10. 92 Heidersdorf, Neiße — leicht verwundet. — [1175, 203, 1585, 215]
casualty-entry: Fabritz, Johann — 30. 6. 96 Szierstkowen, Sensburg — l. v. — [1175, 1518, 1483, 1531]
casualty-entry: Burkowski, Emil — 16. 11. 76 Bornthum, Bütow — schw. v. — [132, 1328, 440, 1340]
casualty-entry: Delling, Rudolf — 15. 3. 92 Burgstädt, Sachsen — schwer v. — [651, 1057, 964, 1069]
